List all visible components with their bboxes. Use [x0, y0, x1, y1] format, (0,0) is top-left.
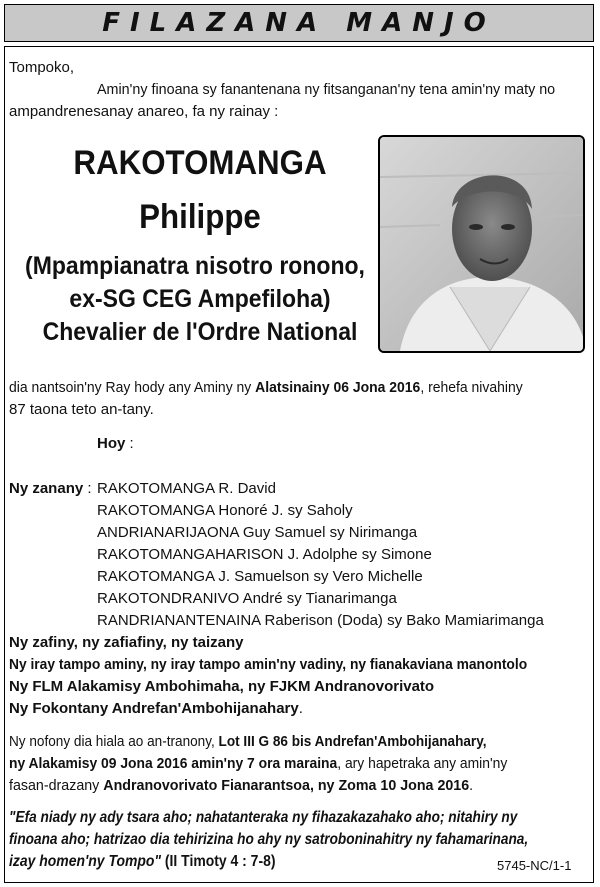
notice-header	[4, 4, 594, 42]
death-text-end: , rehefa nivahiny	[420, 379, 523, 396]
funeral-burial: Andranovorivato Fianarantsoa, ny Zoma 10 Jona 2016	[103, 777, 470, 794]
quote-reference: (II Timoty 4 : 7-8)	[161, 853, 276, 870]
deceased-surname: RAKOTOMANGA	[73, 144, 327, 182]
child-item: ANDRIANARIJAONA Guy Samuel sy Nirimanga	[97, 524, 418, 541]
family-line-3: Ny FLM Alakamisy Ambohimaha, ny FJKM Andranovorivato	[9, 678, 435, 695]
notice-title: FILAZANA MANJO	[102, 8, 496, 38]
children-colon: :	[83, 480, 92, 497]
notice-reference: 5745-NC/1-1	[497, 858, 572, 873]
quote-line-1: "Efa niady ny ady tsara aho; nahatanteraka ny fihazakazahako aho; nitahiry ny	[9, 809, 518, 826]
hoy-colon: :	[125, 435, 134, 452]
death-text: dia nantsoin'ny Ray hody any Aminy ny	[9, 379, 256, 396]
funeral-address: Lot III G 86 bis Andrefan'Ambohijanahary,	[218, 733, 487, 750]
funeral-text-2: , ary hapetraka any amin'ny	[337, 755, 508, 772]
intro-line-2: ampandrenesanay anareo, fa ny rainay :	[9, 103, 279, 120]
quote-end: izay homen'ny Tompo"	[9, 853, 162, 870]
funeral-line-2	[9, 753, 507, 775]
family-line-1: Ny zafiny, ny zafiafiny, ny taizany	[9, 634, 244, 651]
children-label-line	[9, 478, 92, 500]
family-end: .	[298, 700, 303, 717]
death-line-1	[9, 377, 523, 399]
child-item: RAKOTONDRANIVO André sy Tianarimanga	[97, 590, 397, 607]
funeral-text: Ny nofony dia hiala ao an-tranony,	[9, 733, 219, 750]
salutation: Tompoko,	[9, 59, 75, 76]
funeral-date: ny Alakamisy 09 Jona 2016 amin'ny 7 ora maraina	[9, 755, 338, 772]
deceased-firstname: Philippe	[139, 198, 261, 236]
children-label: Ny zanany	[9, 480, 84, 497]
child-item: RAKOTOMANGA J. Samuelson sy Vero Michelle	[97, 568, 423, 585]
deceased-role-2: ex-SG CEG Ampefiloha)	[69, 285, 331, 313]
quote-line-3	[9, 851, 275, 873]
deceased-honor: Chevalier de l'Ordre National	[42, 318, 358, 346]
deceased-role-1: (Mpampianatra nisotro ronono,	[25, 252, 365, 280]
portrait-image	[380, 137, 583, 351]
child-item: RANDRIANANTENAINA Raberison (Doda) sy Bako Mamiarimanga	[97, 612, 544, 629]
funeral-end: .	[469, 777, 474, 794]
quote-line-2: finoana aho; hatrizao dia tehirizina ho ahy ny satroboninahitry ny fahamarinana,	[9, 831, 529, 848]
funeral-line-3	[9, 775, 473, 797]
family-line-4	[9, 698, 303, 720]
deceased-photo	[378, 135, 585, 353]
family-line-2: Ny iray tampo aminy, ny iray tampo amin'ny vadiny, ny fianakaviana manontolo	[9, 656, 528, 673]
death-line-2: 87 taona teto an-tany.	[9, 401, 154, 418]
child-item: RAKOTOMANGA Honoré J. sy Saholy	[97, 502, 353, 519]
funeral-text-3: fasan-drazany	[9, 777, 104, 794]
child-item: RAKOTOMANGA R. David	[97, 480, 276, 497]
funeral-line-1	[9, 731, 487, 753]
death-date: Alatsinainy 06 Jona 2016	[255, 379, 421, 396]
family-fokontany: Ny Fokontany Andrefan'Ambohijanahary	[9, 700, 299, 717]
hoy-label: Hoy	[97, 435, 126, 452]
hoy-line	[97, 433, 134, 455]
child-item: RAKOTOMANGAHARISON J. Adolphe sy Simone	[97, 546, 432, 563]
intro-line-1: Amin'ny finoana sy fanantenana ny fitsanganan'ny tena amin'ny maty no	[97, 81, 556, 98]
